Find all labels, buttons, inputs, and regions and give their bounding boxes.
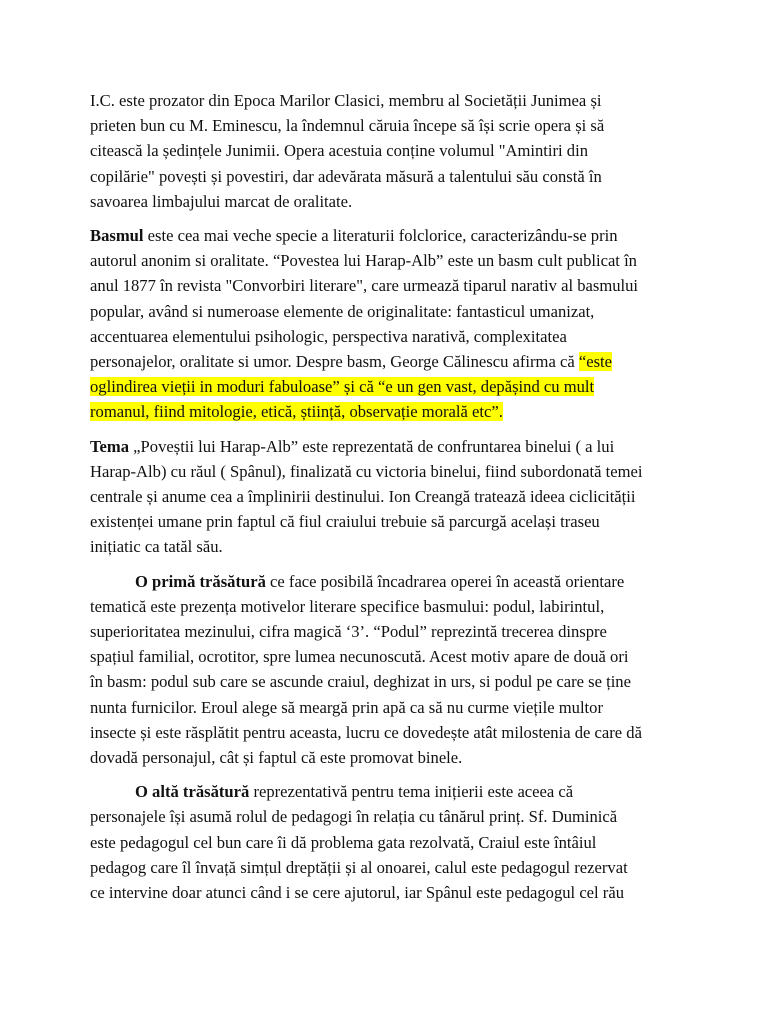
text-line: tematică este prezența motivelor literare specifice basmului: podul, labirintul, <box>90 596 605 616</box>
text-line <box>90 349 688 374</box>
text-line: prieten bun cu M. Eminescu, la îndemnul căruia începe să își scrie opera și să <box>90 116 605 136</box>
highlighted-quote: “e un gen vast, depășind cu mult <box>378 377 595 397</box>
paragraph-intro <box>90 88 688 214</box>
text-line: insecte și este răsplătit pentru aceasta, lucru ce dovedește atât milostenia de care dă <box>90 722 642 742</box>
paragraph-prima-trasatura <box>90 569 688 771</box>
text-line: anul 1877 în revista "Convorbiri literare", care urmează tiparul narativ al basmului <box>90 276 639 296</box>
text-span: „Poveștii lui Harap-Alb” este reprezentată de confruntarea binelui ( a lui <box>129 436 615 456</box>
text-span: . <box>498 402 503 422</box>
text-line: este pedagogul cel bun care îi dă problema gata rezolvată, Craiul este întâiul <box>90 832 597 852</box>
text-line: autorul anonim si oralitate. “Povestea lui Harap-Alb” este un basm cult publicat în <box>90 251 637 271</box>
highlighted-quote: romanul, fiind mitologie, etică, știință, observație morală etc” <box>90 402 499 422</box>
paragraph-tema <box>90 434 688 560</box>
text-line: superioritatea mezinului, cifra magică ‘3’. “Podul” reprezintă trecerea dinspre <box>90 622 607 642</box>
bold-term: O primă trăsătură <box>135 571 266 591</box>
text-line: savoarea limbajului marcat de oralitate. <box>90 191 353 211</box>
text-line: ce intervine doar atunci când i se cere ajutorul, iar Spânul este pedagogul cel rău <box>90 883 624 903</box>
bold-term: Tema <box>90 436 130 456</box>
text-line <box>90 223 688 248</box>
text-span: personajelor, oralitate si umor. Despre basm, George Călinescu afirma că <box>90 352 579 372</box>
text-line <box>90 569 688 594</box>
text-line: personajele își asumă rolul de pedagogi în relația cu tânărul prinț. Sf. Duminică <box>90 807 618 827</box>
bold-term: Basmul <box>90 226 144 246</box>
text-line: centrale și anume cea a împlinirii destinului. Ion Creangă tratează ideea ciclicității <box>90 487 636 507</box>
text-span: ce face posibilă încadrarea operei în această orientare <box>265 571 625 591</box>
text-span: reprezentativă pentru tema inițierii este aceea că <box>249 782 574 802</box>
text-line: popular, având si numeroase elemente de originalitate: fantasticul umanizat, <box>90 301 595 321</box>
text-line: inițiatic ca tatăl său. <box>90 537 223 557</box>
text-line: pedagog care îl învață simțul dreptății și al onoarei, calul este pedagogul rezervat <box>90 857 628 877</box>
paragraph-alta-trasatura <box>90 779 688 905</box>
text-span: este cea mai veche specie a literaturii folclorice, caracterizându-se prin <box>143 226 618 246</box>
text-line: în basm: podul sub care se ascunde craiul, deghizat in urs, si podul pe care se ține <box>90 672 631 692</box>
text-line: copilărie" povești și povestiri, dar adevărata măsură a talentului său constă în <box>90 166 602 186</box>
text-line: citească la ședințele Junimii. Opera acestuia conține volumul "Amintiri din <box>90 141 588 161</box>
text-line <box>90 779 688 804</box>
text-line: I.C. este prozator din Epoca Marilor Clasici, membru al Societății Junimea și <box>90 91 602 110</box>
bold-term: O altă trăsătură <box>135 782 250 802</box>
highlighted-quote: “este <box>578 352 613 372</box>
text-line: spațiul familial, ocrotitor, spre lumea necunoscută. Acest motiv apare de două ori <box>90 647 629 667</box>
text-line: accentuarea elementului psihologic, perspectiva narativă, complexitatea <box>90 326 567 346</box>
highlighted-quote: și că <box>339 377 379 397</box>
text-line: Harap-Alb) cu răul ( Spânul), finalizată cu victoria binelui, fiind subordonată temei <box>90 461 643 481</box>
text-line: nunta furnicilor. Eroul alege să meargă prin apă ca să nu curme viețile multor <box>90 697 603 717</box>
highlighted-quote: oglindirea vieții in moduri fabuloase” <box>90 377 340 397</box>
text-line <box>90 374 688 399</box>
text-line: existenței umane prin faptul că fiul craiului trebuie să parcurgă același traseu <box>90 512 600 532</box>
text-line <box>90 399 688 424</box>
text-line <box>90 434 688 459</box>
text-line: dovadă personajul, cât și faptul că este promovat binele. <box>90 748 463 768</box>
paragraph-basmul <box>90 223 688 425</box>
